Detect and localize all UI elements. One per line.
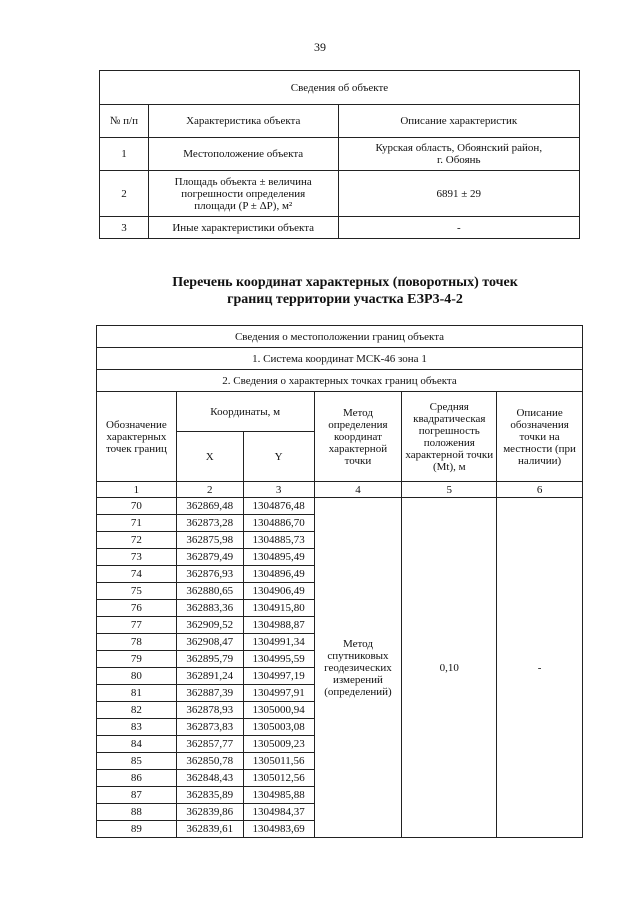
point-cell: 75 [97,583,177,600]
y-coordinate-cell: 1304997,91 [243,685,314,702]
x-coordinate-cell: 362873,83 [176,719,243,736]
point-cell: 73 [97,549,177,566]
x-coordinate-cell: 362891,24 [176,668,243,685]
x-coordinate-cell: 362835,89 [176,787,243,804]
x-coordinate-cell: 362875,98 [176,532,243,549]
section-heading [95,274,595,308]
col-accuracy-header: Средняя квадратическая погрешность положения характерной точки (Mt), м [402,392,497,482]
x-coordinate-cell: 362857,77 [176,736,243,753]
col-x-header: X [176,432,243,482]
col-number-header: № п/п [100,105,149,138]
characteristic-line: Площадь объекта ± величина [174,175,312,188]
table-row [100,171,580,217]
y-coordinate-cell: 1304896,49 [243,566,314,583]
col-designation-header: Обозначение характерных точек границ [97,392,177,482]
col-number: 6 [497,482,583,498]
point-cell: 79 [97,651,177,668]
x-coordinate-cell: 362908,47 [176,634,243,651]
coords-header-points: 2. Сведения о характерных точках границ объекта [97,370,583,392]
col-number: 5 [402,482,497,498]
point-cell: 80 [97,668,177,685]
point-cell: 83 [97,719,177,736]
point-cell: 70 [97,498,177,515]
y-coordinate-cell: 1304886,70 [243,515,314,532]
point-cell: 87 [97,787,177,804]
x-coordinate-cell: 362876,93 [176,566,243,583]
point-cell: 76 [97,600,177,617]
x-coordinate-cell: 362880,65 [176,583,243,600]
col-number: 1 [97,482,177,498]
coords-header-system: 1. Система координат МСК-46 зона 1 [97,348,583,370]
x-coordinate-cell: 362839,86 [176,804,243,821]
row-characteristic: Иные характеристики объекта [148,217,338,239]
point-cell: 71 [97,515,177,532]
col-coordinates-header: Координаты, м [176,392,314,432]
point-cell: 81 [97,685,177,702]
y-coordinate-cell: 1304995,59 [243,651,314,668]
y-coordinate-cell: 1304885,73 [243,532,314,549]
description-cell: - [497,498,583,838]
col-description-header: Описание характеристик [338,105,579,138]
coords-header-location: Сведения о местоположении границ объекта [97,326,583,348]
point-cell: 85 [97,753,177,770]
y-coordinate-cell: 1304876,48 [243,498,314,515]
y-coordinate-cell: 1304906,49 [243,583,314,600]
y-coordinate-cell: 1305012,56 [243,770,314,787]
y-coordinate-cell: 1305009,23 [243,736,314,753]
characteristic-line: площади (P ± ΔP), м² [194,199,293,212]
y-coordinate-cell: 1304983,69 [243,821,314,838]
y-coordinate-cell: 1305000,94 [243,702,314,719]
point-cell: 72 [97,532,177,549]
row-characteristic [148,171,338,217]
x-coordinate-cell: 362869,48 [176,498,243,515]
y-coordinate-cell: 1304895,49 [243,549,314,566]
row-number: 2 [100,171,149,217]
col-characteristic-header: Характеристика объекта [148,105,338,138]
description-line: Курская область, Обоянский район, [375,142,543,154]
col-description-header: Описание обозначения точки на местности (при наличии) [497,392,583,482]
row-description [338,138,579,171]
x-coordinate-cell: 362850,78 [176,753,243,770]
table-row [100,138,580,171]
x-coordinate-cell: 362887,39 [176,685,243,702]
row-description: - [338,217,579,239]
col-number: 3 [243,482,314,498]
col-number: 4 [314,482,402,498]
point-cell: 82 [97,702,177,719]
y-coordinate-cell: 1304991,34 [243,634,314,651]
row-number: 3 [100,217,149,239]
heading-line: Перечень координат характерных (поворотных) точек [172,275,518,290]
accuracy-cell: 0,10 [402,498,497,838]
method-cell: Метод спутниковых геодезических измерений (определений) [314,498,402,838]
col-method-header: Метод определения координат характерной точки [314,392,402,482]
x-coordinate-cell: 362878,93 [176,702,243,719]
row-description: 6891 ± 29 [338,171,579,217]
point-cell: 74 [97,566,177,583]
point-cell: 86 [97,770,177,787]
col-number: 2 [176,482,243,498]
x-coordinate-cell: 362883,36 [176,600,243,617]
x-coordinate-cell: 362848,43 [176,770,243,787]
x-coordinate-cell: 362873,28 [176,515,243,532]
y-coordinate-cell: 1305003,08 [243,719,314,736]
y-coordinate-cell: 1304988,87 [243,617,314,634]
x-coordinate-cell: 362879,49 [176,549,243,566]
coordinates-table [96,325,583,838]
heading-line: границ территории участка ЕЗР3-4-2 [227,292,463,307]
row-number: 1 [100,138,149,171]
y-coordinate-cell: 1304985,88 [243,787,314,804]
point-cell: 88 [97,804,177,821]
point-cell: 77 [97,617,177,634]
page-number: 39 [314,40,326,54]
y-coordinate-cell: 1305011,56 [243,753,314,770]
y-coordinate-cell: 1304984,37 [243,804,314,821]
point-cell: 78 [97,634,177,651]
object-table-header: Сведения об объекте [100,71,580,105]
row-characteristic: Местоположение объекта [148,138,338,171]
x-coordinate-cell: 362895,79 [176,651,243,668]
characteristic-line: погрешности определения [181,187,306,200]
description-line: г. Обоянь [436,154,481,166]
y-coordinate-cell: 1304915,80 [243,600,314,617]
object-info-table [99,70,580,239]
x-coordinate-cell: 362839,61 [176,821,243,838]
col-y-header: Y [243,432,314,482]
table-row [97,498,583,515]
point-cell: 84 [97,736,177,753]
point-cell: 89 [97,821,177,838]
y-coordinate-cell: 1304997,19 [243,668,314,685]
table-row [100,217,580,239]
x-coordinate-cell: 362909,52 [176,617,243,634]
